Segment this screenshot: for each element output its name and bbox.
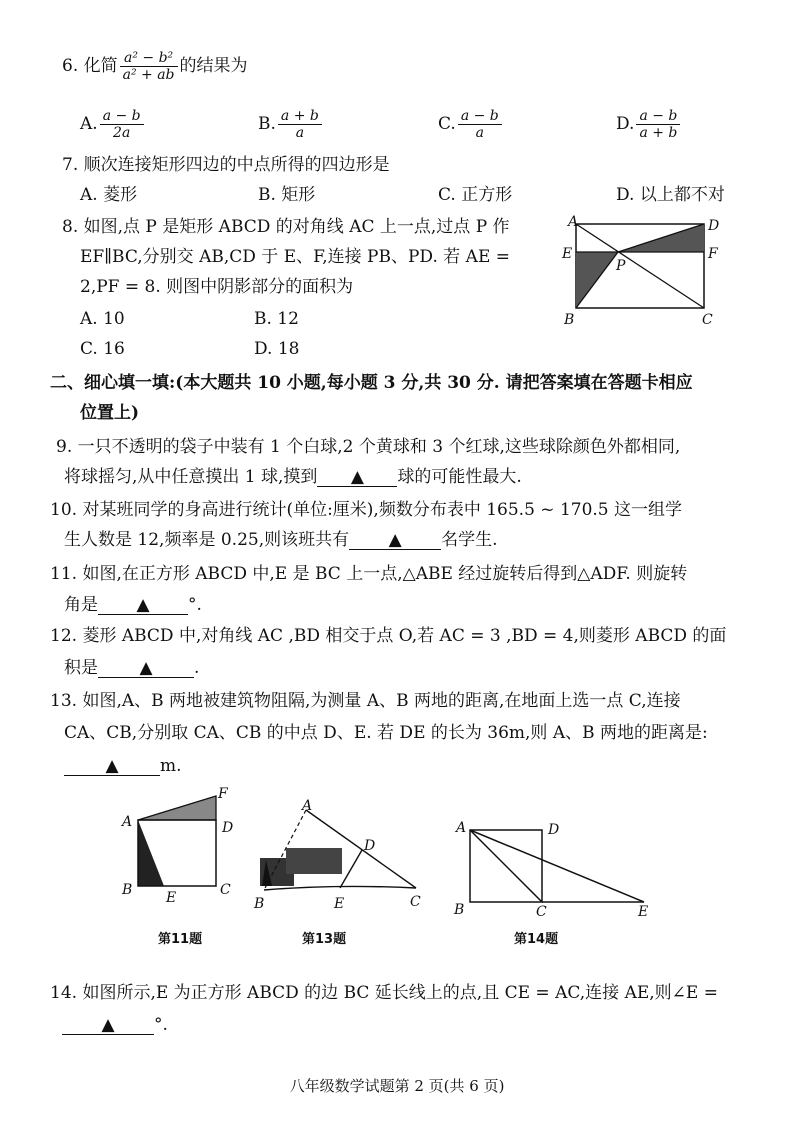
q12-line-1: 12. 菱形 ABCD 中,对角线 AC ,BD 相交于点 O,若 AC = 3 ,BD = 4,则菱形 ABCD 的面 xyxy=(50,626,727,646)
label-c: C xyxy=(702,312,713,328)
option-fraction xyxy=(458,108,502,141)
q8-option-d: D. 18 xyxy=(254,339,300,359)
q14-line-1: 14. 如图所示,E 为正方形 ABCD 的边 BC 延长线上的点,且 CE = AC,连接 AE,则∠E = xyxy=(50,983,718,1003)
q11-text-before: 角是 xyxy=(64,595,98,615)
label-e: E xyxy=(334,896,345,912)
q6-option-d xyxy=(616,108,682,141)
building-block-right xyxy=(286,848,342,874)
q12-line-2 xyxy=(64,657,766,679)
q7-option-a: A. 菱形 xyxy=(80,185,138,205)
q13-line-2: CA、CB,分别取 CA、CB 的中点 D、E. 若 DE 的长为 36m,则 A、B 两地的距离是: xyxy=(64,723,708,743)
label-e: E xyxy=(562,246,573,262)
q7-option-d: D. 以上都不对 xyxy=(616,185,725,205)
figure-11-caption: 第11题 xyxy=(158,932,203,947)
q11-text-after: °. xyxy=(188,595,202,615)
frac-num: a − b xyxy=(636,108,680,125)
option-letter: C. xyxy=(438,114,456,134)
q8-line-1: 8. 如图,点 P 是矩形 ABCD 的对角线 AC 上一点,过点 P 作 xyxy=(62,217,510,237)
q13-line-3 xyxy=(64,755,766,777)
label-c: C xyxy=(220,882,231,898)
q14-text-after: °. xyxy=(154,1015,168,1035)
label-b: B xyxy=(564,312,575,328)
figure-13 xyxy=(246,796,436,914)
option-letter: B. xyxy=(258,114,276,134)
label-e: E xyxy=(638,904,649,918)
triangle-abe xyxy=(138,820,164,886)
label-b: B xyxy=(454,902,465,918)
q14-line-2 xyxy=(62,1014,764,1036)
label-p: P xyxy=(616,258,626,274)
q10-line-1: 10. 对某班同学的身高进行统计(单位:厘米),频数分布表中 165.5 ~ 170.5 这一组学 xyxy=(50,500,683,520)
q7-option-b: B. 矩形 xyxy=(258,185,316,205)
q9-line-2 xyxy=(64,466,766,488)
q9-text-after: 球的可能性最大. xyxy=(397,467,522,487)
frac-num: a − b xyxy=(100,108,144,125)
q11-answer-blank[interactable]: ▲ xyxy=(98,596,188,615)
label-e: E xyxy=(166,890,177,906)
label-a: A xyxy=(122,814,133,830)
figure-11 xyxy=(112,786,242,910)
q6-stem-prefix: 6. 化简 xyxy=(62,56,118,76)
q13-line-1: 13. 如图,A、B 两地被建筑物阻隔,为测量 A、B 两地的距离,在地面上选一点 C,连接 xyxy=(50,691,681,711)
q6-option-b xyxy=(258,108,324,141)
label-a: A xyxy=(456,820,467,836)
frac-den: 2a xyxy=(113,125,131,141)
label-b: B xyxy=(122,882,133,898)
label-f: F xyxy=(708,246,718,262)
label-a: A xyxy=(302,798,313,814)
label-f: F xyxy=(218,786,228,802)
label-d: D xyxy=(364,838,376,854)
label-c: C xyxy=(410,894,421,910)
q9-answer-blank[interactable]: ▲ xyxy=(317,468,397,487)
frac-den: a + b xyxy=(639,125,678,141)
line-de xyxy=(340,850,362,888)
label-a: A xyxy=(568,214,579,230)
q6-frac-den: a² + ab xyxy=(122,67,175,83)
q13-answer-blank[interactable]: ▲ xyxy=(64,757,160,776)
frac-num: a + b xyxy=(278,108,322,125)
option-fraction xyxy=(636,108,680,141)
q8-figure xyxy=(556,212,726,330)
section-2-title: 二、细心填一填:(本大题共 10 小题,每小题 3 分,共 30 分. 请把答案填在答题卡相应 xyxy=(50,373,693,393)
q9-text-before: 将球摇匀,从中任意摸出 1 球,摸到 xyxy=(64,467,318,487)
option-letter: A. xyxy=(80,114,98,134)
page-footer: 八年级数学试题第 2 页(共 6 页) xyxy=(289,1077,505,1095)
frac-num: a − b xyxy=(458,108,502,125)
q8-option-c: C. 16 xyxy=(80,339,125,359)
q6-stem-suffix: 的结果为 xyxy=(179,56,248,76)
q8-option-a: A. 10 xyxy=(80,309,125,329)
q13-text-after: m. xyxy=(160,756,182,776)
line-ae xyxy=(470,830,644,902)
q8-line-2: EF∥BC,分别交 AB,CD 于 E、F,连接 PB、PD. 若 AE = xyxy=(80,247,510,267)
q7-stem: 7. 顺次连接矩形四边的中点所得的四边形是 xyxy=(62,155,390,175)
q11-line-1: 11. 如图,在正方形 ABCD 中,E 是 BC 上一点,△ABE 经过旋转后得到△ADF. 则旋转 xyxy=(50,564,688,584)
section-2-title-cont: 位置上) xyxy=(80,403,140,423)
q12-answer-blank[interactable]: ▲ xyxy=(98,659,194,678)
q12-text-after: . xyxy=(194,658,200,678)
figure-13-caption: 第13题 xyxy=(302,932,347,947)
q14-answer-blank[interactable]: ▲ xyxy=(62,1016,154,1035)
q10-text-after: 名学生. xyxy=(441,530,498,550)
option-fraction xyxy=(278,108,322,141)
figure-14-caption: 第14题 xyxy=(514,932,559,947)
figure-14 xyxy=(448,814,662,918)
q8-option-b: B. 12 xyxy=(254,309,299,329)
q10-text-before: 生人数是 12,频率是 0.25,则该班共有 xyxy=(64,530,350,550)
q12-text-before: 积是 xyxy=(64,658,98,678)
q9-line-1: 9. 一只不透明的袋子中装有 1 个白球,2 个黄球和 3 个红球,这些球除颜色外都相同, xyxy=(56,437,681,457)
q10-answer-blank[interactable]: ▲ xyxy=(349,531,441,550)
label-d: D xyxy=(708,218,720,234)
label-c: C xyxy=(536,904,547,918)
option-letter: D. xyxy=(616,114,635,134)
q6-option-c xyxy=(438,108,504,141)
q7-option-c: C. 正方形 xyxy=(438,185,513,205)
label-d: D xyxy=(222,820,234,836)
question-6 xyxy=(62,50,752,83)
diagonal-ac xyxy=(470,830,542,902)
q8-line-3: 2,PF = 8. 则图中阴影部分的面积为 xyxy=(80,277,354,297)
q11-line-2 xyxy=(64,594,766,616)
q6-frac-num: a² − b² xyxy=(120,50,178,67)
q10-line-2 xyxy=(64,529,766,551)
q6-fraction xyxy=(120,50,178,83)
label-b: B xyxy=(254,896,265,912)
triangle-adf xyxy=(138,796,216,820)
label-d: D xyxy=(548,822,560,838)
frac-den: a xyxy=(295,125,305,141)
q6-option-a xyxy=(80,108,146,141)
frac-den: a xyxy=(475,125,484,141)
option-fraction xyxy=(100,108,144,141)
